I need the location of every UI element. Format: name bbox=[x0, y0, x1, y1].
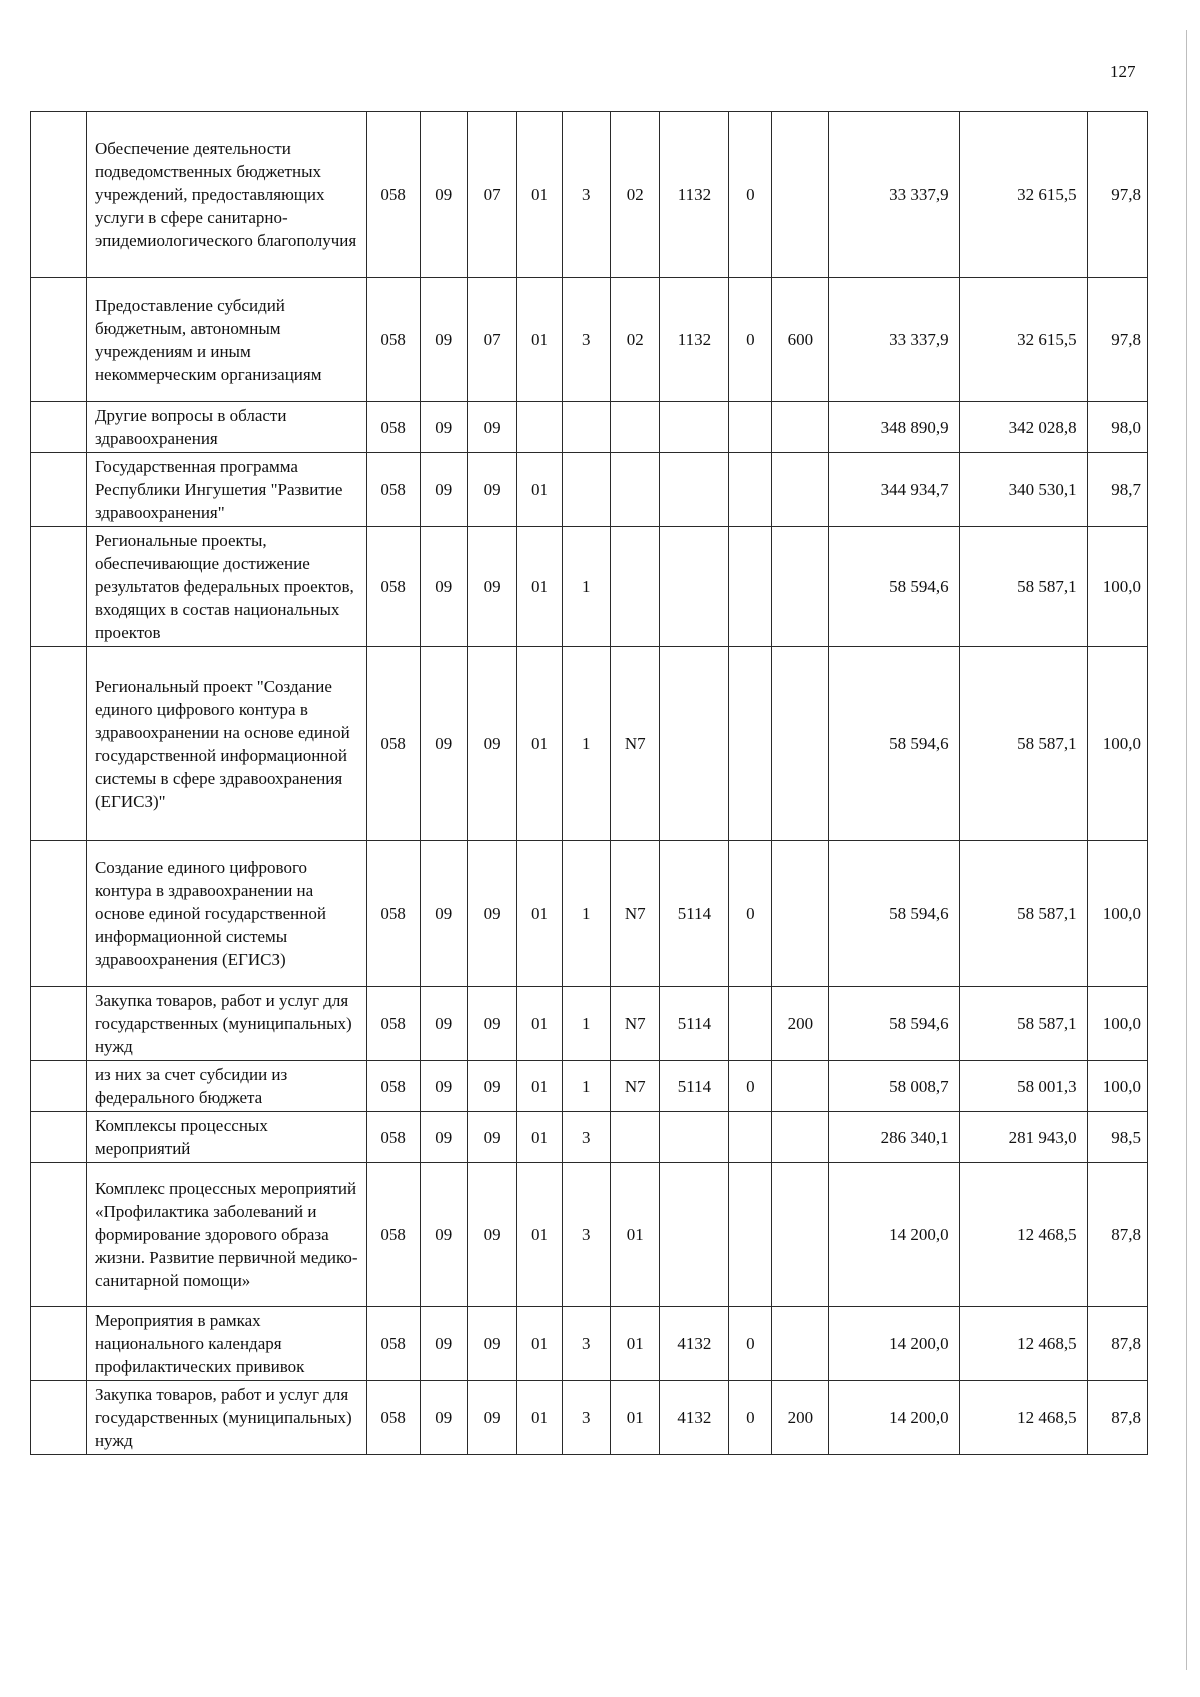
direction-suffix-code-cell bbox=[729, 1163, 772, 1307]
program-code-cell: 01 bbox=[517, 1163, 562, 1307]
program-type-code-cell: 3 bbox=[562, 1163, 610, 1307]
row-number-cell bbox=[31, 841, 87, 987]
expense-name-cell: Комплекс процессных мероприятий «Профилактика заболеваний и формирование здорового образа жизни. Развитие первичной медико-санитарной помощи» bbox=[86, 1163, 366, 1307]
execution-percent-cell: 100,0 bbox=[1087, 841, 1147, 987]
execution-percent-cell: 100,0 bbox=[1087, 527, 1147, 647]
table-row bbox=[31, 1163, 1148, 1307]
admin-code-cell: 058 bbox=[366, 1061, 420, 1112]
row-number-cell bbox=[31, 1061, 87, 1112]
row-number-cell bbox=[31, 402, 87, 453]
section-code-cell: 09 bbox=[420, 987, 467, 1061]
admin-code-cell: 058 bbox=[366, 278, 420, 402]
actual-amount-cell: 58 587,1 bbox=[959, 841, 1087, 987]
row-number-cell bbox=[31, 1112, 87, 1163]
section-code-cell: 09 bbox=[420, 1112, 467, 1163]
admin-code-cell: 058 bbox=[366, 1112, 420, 1163]
row-number-cell bbox=[31, 987, 87, 1061]
subsection-code-cell: 09 bbox=[467, 841, 517, 987]
planned-amount-cell: 33 337,9 bbox=[829, 278, 959, 402]
direction-suffix-code-cell: 0 bbox=[729, 112, 772, 278]
actual-amount-cell: 281 943,0 bbox=[959, 1112, 1087, 1163]
section-code-cell: 09 bbox=[420, 647, 467, 841]
planned-amount-cell: 58 594,6 bbox=[829, 987, 959, 1061]
planned-amount-cell: 58 594,6 bbox=[829, 527, 959, 647]
direction-suffix-code-cell bbox=[729, 402, 772, 453]
section-code-cell: 09 bbox=[420, 1061, 467, 1112]
subsection-code-cell: 09 bbox=[467, 453, 517, 527]
expense-name-cell: Региональные проекты, обеспечивающие достижение результатов федеральных проектов, входящих в состав национальных проектов bbox=[86, 527, 366, 647]
program-type-code-cell: 1 bbox=[562, 527, 610, 647]
planned-amount-cell: 14 200,0 bbox=[829, 1163, 959, 1307]
direction-suffix-code-cell: 0 bbox=[729, 841, 772, 987]
table-row bbox=[31, 1112, 1148, 1163]
expense-type-code-cell bbox=[772, 841, 829, 987]
program-type-code-cell bbox=[562, 453, 610, 527]
expense-type-code-cell: 200 bbox=[772, 1381, 829, 1455]
planned-amount-cell: 58 594,6 bbox=[829, 647, 959, 841]
execution-percent-cell: 97,8 bbox=[1087, 278, 1147, 402]
expense-type-code-cell bbox=[772, 647, 829, 841]
section-code-cell: 09 bbox=[420, 1381, 467, 1455]
table-row bbox=[31, 402, 1148, 453]
section-code-cell: 09 bbox=[420, 278, 467, 402]
execution-percent-cell: 100,0 bbox=[1087, 1061, 1147, 1112]
direction-code-cell: 5114 bbox=[660, 841, 729, 987]
subprogram-code-cell: 02 bbox=[610, 278, 660, 402]
expense-name-cell: Закупка товаров, работ и услуг для государственных (муниципальных) нужд bbox=[86, 1381, 366, 1455]
admin-code-cell: 058 bbox=[366, 1381, 420, 1455]
expense-name-cell: Мероприятия в рамках национального календаря профилактических прививок bbox=[86, 1307, 366, 1381]
expense-type-code-cell bbox=[772, 1307, 829, 1381]
admin-code-cell: 058 bbox=[366, 453, 420, 527]
program-code-cell: 01 bbox=[517, 453, 562, 527]
subsection-code-cell: 09 bbox=[467, 402, 517, 453]
table-row bbox=[31, 453, 1148, 527]
table-row bbox=[31, 1381, 1148, 1455]
direction-suffix-code-cell: 0 bbox=[729, 1061, 772, 1112]
actual-amount-cell: 12 468,5 bbox=[959, 1307, 1087, 1381]
program-code-cell: 01 bbox=[517, 1112, 562, 1163]
section-code-cell: 09 bbox=[420, 402, 467, 453]
page-number: 127 bbox=[1110, 62, 1136, 81]
program-type-code-cell: 1 bbox=[562, 1061, 610, 1112]
section-code-cell: 09 bbox=[420, 841, 467, 987]
planned-amount-cell: 14 200,0 bbox=[829, 1307, 959, 1381]
direction-suffix-code-cell bbox=[729, 527, 772, 647]
direction-suffix-code-cell bbox=[729, 453, 772, 527]
program-code-cell: 01 bbox=[517, 1061, 562, 1112]
subprogram-code-cell bbox=[610, 453, 660, 527]
subprogram-code-cell: N7 bbox=[610, 1061, 660, 1112]
row-number-cell bbox=[31, 112, 87, 278]
subprogram-code-cell: N7 bbox=[610, 841, 660, 987]
planned-amount-cell: 286 340,1 bbox=[829, 1112, 959, 1163]
program-code-cell: 01 bbox=[517, 1381, 562, 1455]
direction-suffix-code-cell: 0 bbox=[729, 1381, 772, 1455]
table-row bbox=[31, 1307, 1148, 1381]
actual-amount-cell: 340 530,1 bbox=[959, 453, 1087, 527]
subprogram-code-cell bbox=[610, 402, 660, 453]
expense-type-code-cell: 200 bbox=[772, 987, 829, 1061]
subsection-code-cell: 07 bbox=[467, 112, 517, 278]
expense-type-code-cell bbox=[772, 527, 829, 647]
execution-percent-cell: 87,8 bbox=[1087, 1307, 1147, 1381]
direction-suffix-code-cell bbox=[729, 987, 772, 1061]
subprogram-code-cell bbox=[610, 1112, 660, 1163]
admin-code-cell: 058 bbox=[366, 987, 420, 1061]
table-row bbox=[31, 987, 1148, 1061]
program-code-cell: 01 bbox=[517, 527, 562, 647]
actual-amount-cell: 12 468,5 bbox=[959, 1381, 1087, 1455]
program-code-cell: 01 bbox=[517, 278, 562, 402]
section-code-cell: 09 bbox=[420, 1163, 467, 1307]
subsection-code-cell: 09 bbox=[467, 1112, 517, 1163]
subprogram-code-cell: 02 bbox=[610, 112, 660, 278]
direction-code-cell: 1132 bbox=[660, 112, 729, 278]
subsection-code-cell: 07 bbox=[467, 278, 517, 402]
expense-type-code-cell bbox=[772, 402, 829, 453]
expense-name-cell: Другие вопросы в области здравоохранения bbox=[86, 402, 366, 453]
expense-name-cell: Комплексы процессных мероприятий bbox=[86, 1112, 366, 1163]
expense-type-code-cell bbox=[772, 1112, 829, 1163]
planned-amount-cell: 14 200,0 bbox=[829, 1381, 959, 1455]
table-row bbox=[31, 527, 1148, 647]
direction-suffix-code-cell: 0 bbox=[729, 1307, 772, 1381]
expense-type-code-cell bbox=[772, 1163, 829, 1307]
direction-code-cell bbox=[660, 1163, 729, 1307]
program-code-cell: 01 bbox=[517, 1307, 562, 1381]
program-code-cell: 01 bbox=[517, 841, 562, 987]
expense-name-cell: Региональный проект "Создание единого цифрового контура в здравоохранении на основе единой государственной информационной системы в сфере здравоохранения (ЕГИСЗ)" bbox=[86, 647, 366, 841]
program-type-code-cell: 1 bbox=[562, 987, 610, 1061]
actual-amount-cell: 58 001,3 bbox=[959, 1061, 1087, 1112]
execution-percent-cell: 98,7 bbox=[1087, 453, 1147, 527]
subsection-code-cell: 09 bbox=[467, 1381, 517, 1455]
direction-code-cell: 4132 bbox=[660, 1381, 729, 1455]
program-type-code-cell: 3 bbox=[562, 1307, 610, 1381]
expense-type-code-cell bbox=[772, 1061, 829, 1112]
program-code-cell: 01 bbox=[517, 112, 562, 278]
execution-percent-cell: 100,0 bbox=[1087, 647, 1147, 841]
subsection-code-cell: 09 bbox=[467, 527, 517, 647]
row-number-cell bbox=[31, 1381, 87, 1455]
execution-percent-cell: 98,5 bbox=[1087, 1112, 1147, 1163]
direction-code-cell: 5114 bbox=[660, 1061, 729, 1112]
table-body bbox=[31, 112, 1148, 1455]
program-type-code-cell: 3 bbox=[562, 1112, 610, 1163]
actual-amount-cell: 32 615,5 bbox=[959, 112, 1087, 278]
admin-code-cell: 058 bbox=[366, 527, 420, 647]
direction-code-cell bbox=[660, 527, 729, 647]
section-code-cell: 09 bbox=[420, 112, 467, 278]
program-code-cell: 01 bbox=[517, 987, 562, 1061]
program-code-cell bbox=[517, 402, 562, 453]
subprogram-code-cell: 01 bbox=[610, 1163, 660, 1307]
row-number-cell bbox=[31, 278, 87, 402]
planned-amount-cell: 58 594,6 bbox=[829, 841, 959, 987]
program-code-cell: 01 bbox=[517, 647, 562, 841]
direction-suffix-code-cell bbox=[729, 1112, 772, 1163]
direction-code-cell bbox=[660, 1112, 729, 1163]
program-type-code-cell: 1 bbox=[562, 647, 610, 841]
execution-percent-cell: 87,8 bbox=[1087, 1163, 1147, 1307]
direction-code-cell: 5114 bbox=[660, 987, 729, 1061]
table-row bbox=[31, 1061, 1148, 1112]
planned-amount-cell: 344 934,7 bbox=[829, 453, 959, 527]
program-type-code-cell: 1 bbox=[562, 841, 610, 987]
direction-code-cell bbox=[660, 402, 729, 453]
admin-code-cell: 058 bbox=[366, 112, 420, 278]
actual-amount-cell: 12 468,5 bbox=[959, 1163, 1087, 1307]
row-number-cell bbox=[31, 1307, 87, 1381]
section-code-cell: 09 bbox=[420, 1307, 467, 1381]
expense-type-code-cell: 600 bbox=[772, 278, 829, 402]
section-code-cell: 09 bbox=[420, 453, 467, 527]
expense-name-cell: Создание единого цифрового контура в здравоохранении на основе единой государственной информационной системы здравоохранения (ЕГИСЗ) bbox=[86, 841, 366, 987]
actual-amount-cell: 342 028,8 bbox=[959, 402, 1087, 453]
row-number-cell bbox=[31, 1163, 87, 1307]
execution-percent-cell: 100,0 bbox=[1087, 987, 1147, 1061]
expense-name-cell: Предоставление субсидий бюджетным, автономным учреждениям и иным некоммерческим организациям bbox=[86, 278, 366, 402]
expense-type-code-cell bbox=[772, 112, 829, 278]
planned-amount-cell: 58 008,7 bbox=[829, 1061, 959, 1112]
admin-code-cell: 058 bbox=[366, 1307, 420, 1381]
direction-code-cell: 4132 bbox=[660, 1307, 729, 1381]
execution-percent-cell: 98,0 bbox=[1087, 402, 1147, 453]
scan-edge-line bbox=[1186, 30, 1187, 1670]
actual-amount-cell: 32 615,5 bbox=[959, 278, 1087, 402]
direction-code-cell: 1132 bbox=[660, 278, 729, 402]
admin-code-cell: 058 bbox=[366, 841, 420, 987]
planned-amount-cell: 33 337,9 bbox=[829, 112, 959, 278]
expense-name-cell: Обеспечение деятельности подведомственных бюджетных учреждений, предоставляющих услуги в сфере санитарно-эпидемиологического благополучия bbox=[86, 112, 366, 278]
subprogram-code-cell: 01 bbox=[610, 1381, 660, 1455]
expense-name-cell: Государственная программа Республики Ингушетия "Развитие здравоохранения" bbox=[86, 453, 366, 527]
budget-table bbox=[30, 111, 1148, 1455]
direction-code-cell bbox=[660, 453, 729, 527]
subprogram-code-cell: N7 bbox=[610, 987, 660, 1061]
execution-percent-cell: 97,8 bbox=[1087, 112, 1147, 278]
program-type-code-cell: 3 bbox=[562, 278, 610, 402]
expense-name-cell: Закупка товаров, работ и услуг для государственных (муниципальных) нужд bbox=[86, 987, 366, 1061]
table-row bbox=[31, 278, 1148, 402]
table-row bbox=[31, 647, 1148, 841]
expense-type-code-cell bbox=[772, 453, 829, 527]
subprogram-code-cell bbox=[610, 527, 660, 647]
actual-amount-cell: 58 587,1 bbox=[959, 647, 1087, 841]
subsection-code-cell: 09 bbox=[467, 987, 517, 1061]
execution-percent-cell: 87,8 bbox=[1087, 1381, 1147, 1455]
row-number-cell bbox=[31, 453, 87, 527]
expense-name-cell: из них за счет субсидии из федерального бюджета bbox=[86, 1061, 366, 1112]
actual-amount-cell: 58 587,1 bbox=[959, 527, 1087, 647]
admin-code-cell: 058 bbox=[366, 1163, 420, 1307]
row-number-cell bbox=[31, 647, 87, 841]
subsection-code-cell: 09 bbox=[467, 1307, 517, 1381]
direction-suffix-code-cell: 0 bbox=[729, 278, 772, 402]
actual-amount-cell: 58 587,1 bbox=[959, 987, 1087, 1061]
subprogram-code-cell: 01 bbox=[610, 1307, 660, 1381]
planned-amount-cell: 348 890,9 bbox=[829, 402, 959, 453]
direction-suffix-code-cell bbox=[729, 647, 772, 841]
row-number-cell bbox=[31, 527, 87, 647]
table-row bbox=[31, 112, 1148, 278]
direction-code-cell bbox=[660, 647, 729, 841]
program-type-code-cell: 3 bbox=[562, 1381, 610, 1455]
admin-code-cell: 058 bbox=[366, 647, 420, 841]
program-type-code-cell bbox=[562, 402, 610, 453]
section-code-cell: 09 bbox=[420, 527, 467, 647]
admin-code-cell: 058 bbox=[366, 402, 420, 453]
subsection-code-cell: 09 bbox=[467, 647, 517, 841]
subsection-code-cell: 09 bbox=[467, 1061, 517, 1112]
subsection-code-cell: 09 bbox=[467, 1163, 517, 1307]
table-row bbox=[31, 841, 1148, 987]
subprogram-code-cell: N7 bbox=[610, 647, 660, 841]
program-type-code-cell: 3 bbox=[562, 112, 610, 278]
